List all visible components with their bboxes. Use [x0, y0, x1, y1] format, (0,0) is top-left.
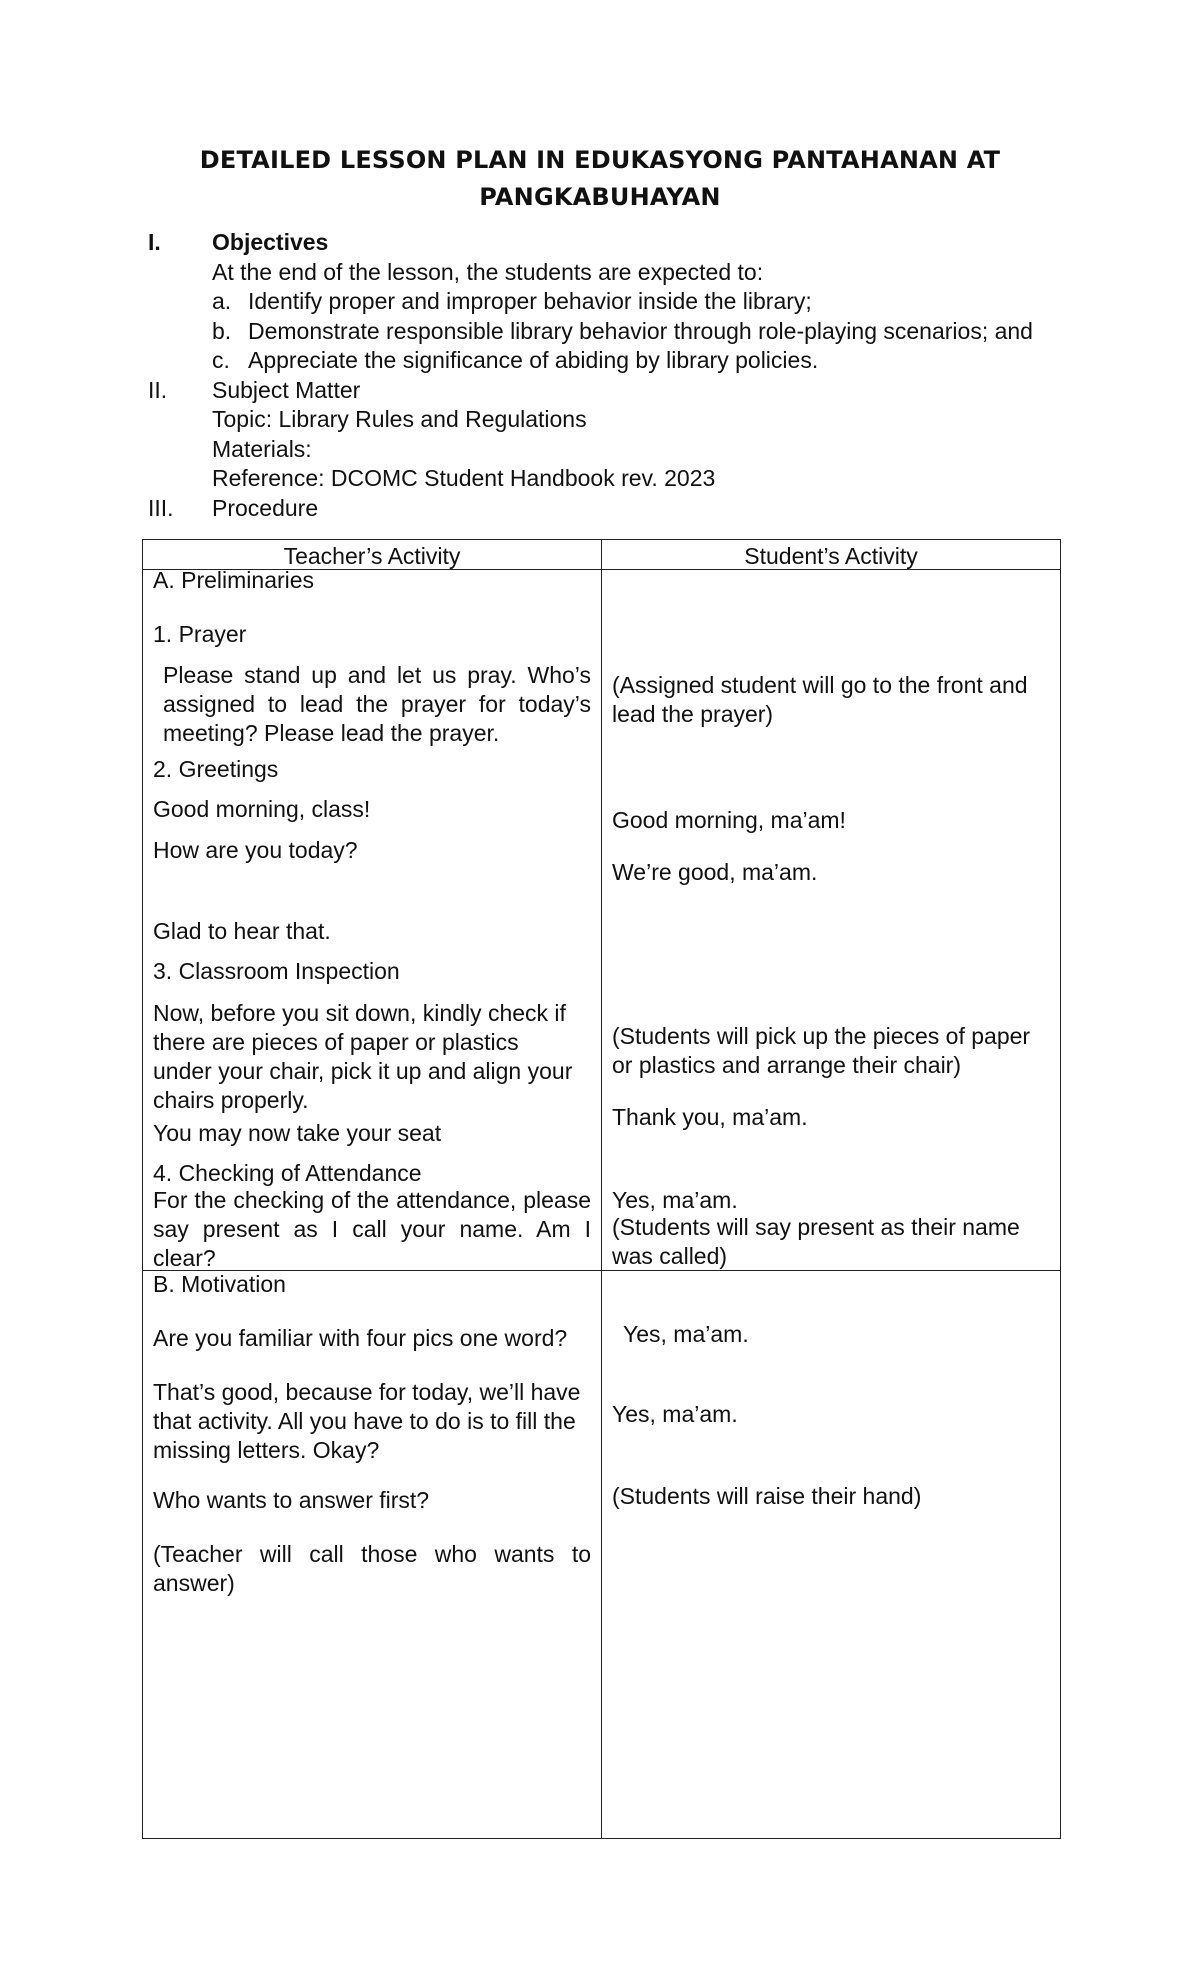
preliminaries-heading: A. Preliminaries — [153, 567, 315, 593]
prayer-heading: 1. Prayer — [153, 621, 247, 647]
procedure-table — [142, 539, 1061, 1839]
motivation-teacher-2: That’s good, because for today, we’ll have that activity. All you have to do is to fill the missing letters. Okay? — [153, 1379, 581, 1463]
objective-text: Identify proper and improper behavior inside the library; — [248, 288, 812, 314]
inspection-heading: 3. Classroom Inspection — [153, 958, 400, 984]
attendance-student-2: (Students will say present as their name was called) — [612, 1214, 1020, 1269]
document-title — [190, 142, 1010, 216]
objective-text: Demonstrate responsible library behavior through role-playing scenarios; and — [248, 317, 1033, 344]
objective-item — [148, 287, 1078, 317]
attendance-student-1: Yes, ma’am. — [612, 1187, 738, 1213]
prayer-teacher-text: Please stand up and let us pray. Who’s assigned to lead the prayer for today’s meeting? Please lead the prayer. — [163, 662, 591, 746]
motivation-student-3: (Students will raise their hand) — [612, 1483, 922, 1509]
title-line-1: DETAILED LESSON PLAN IN EDUKASYONG PANTAHANAN AT — [199, 146, 1001, 174]
attendance-heading: 4. Checking of Attendance — [153, 1160, 422, 1186]
seat-teacher-text: You may now take your seat — [153, 1120, 442, 1146]
materials-row — [148, 435, 1078, 465]
greet-teacher-1: Good morning, class! — [153, 796, 371, 822]
objectives-heading-row — [148, 228, 1078, 258]
motivation-student-2: Yes, ma’am. — [612, 1401, 738, 1427]
greet-student-1: Good morning, ma’am! — [612, 807, 846, 833]
header-teacher: Teacher’s Activity — [283, 543, 461, 569]
objective-text: Appreciate the significance of abiding by library policies. — [248, 347, 819, 373]
objectives-heading: Objectives — [212, 229, 329, 255]
objective-letter: b. — [212, 317, 232, 344]
procedure-heading-row — [148, 494, 1078, 524]
motivation-student-1: Yes, ma’am. — [623, 1321, 749, 1347]
subject-matter-numeral: II. — [148, 376, 168, 403]
subject-matter-heading: Subject Matter — [212, 376, 361, 403]
motivation-heading: B. Motivation — [153, 1271, 286, 1297]
greet-teacher-3: Glad to hear that. — [153, 918, 331, 944]
objective-letter: c. — [212, 347, 230, 373]
objectives-intro-row — [148, 258, 1078, 288]
column-divider — [601, 540, 602, 1838]
subject-matter-heading-row — [148, 376, 1078, 406]
objectives-numeral: I. — [148, 229, 161, 255]
objective-item — [148, 317, 1078, 347]
reference-row — [148, 464, 1078, 494]
motivation-teacher-3: Who wants to answer first? — [153, 1487, 430, 1513]
objective-letter: a. — [212, 288, 232, 314]
attendance-teacher-text: For the checking of the attendance, please say present as I call your name. Am I clear? — [153, 1187, 591, 1271]
topic-row — [148, 405, 1078, 435]
reference-text: Reference: DCOMC Student Handbook rev. 2023 — [212, 465, 716, 491]
greetings-heading: 2. Greetings — [153, 756, 279, 782]
objectives-intro: At the end of the lesson, the students are expected to: — [212, 258, 764, 285]
materials-text: Materials: — [212, 435, 312, 462]
objective-item — [148, 346, 1078, 376]
procedure-heading: Procedure — [212, 494, 319, 521]
greet-teacher-2: How are you today? — [153, 837, 358, 863]
inspection-student-text: (Students will pick up the pieces of paper or plastics and arrange their chair) — [612, 1023, 1031, 1078]
inspection-teacher-text: Now, before you sit down, kindly check if there are pieces of paper or plastics under your chair, pick it up and align your chairs properly. — [153, 1000, 573, 1113]
seat-student-text: Thank you, ma’am. — [612, 1104, 808, 1130]
motivation-teacher-4: (Teacher will call those who wants to answer) — [153, 1541, 591, 1596]
procedure-numeral: III. — [148, 494, 174, 521]
motivation-teacher-1: Are you familiar with four pics one word? — [153, 1325, 568, 1351]
header-student: Student’s Activity — [744, 543, 918, 569]
title-line-2: PANGKABUHAYAN — [479, 183, 721, 211]
prayer-student-text: (Assigned student will go to the front and lead the prayer) — [612, 672, 1028, 727]
topic-text: Topic: Library Rules and Regulations — [212, 406, 587, 432]
lesson-outline — [148, 228, 1078, 523]
greet-student-2: We’re good, ma’am. — [612, 859, 818, 885]
